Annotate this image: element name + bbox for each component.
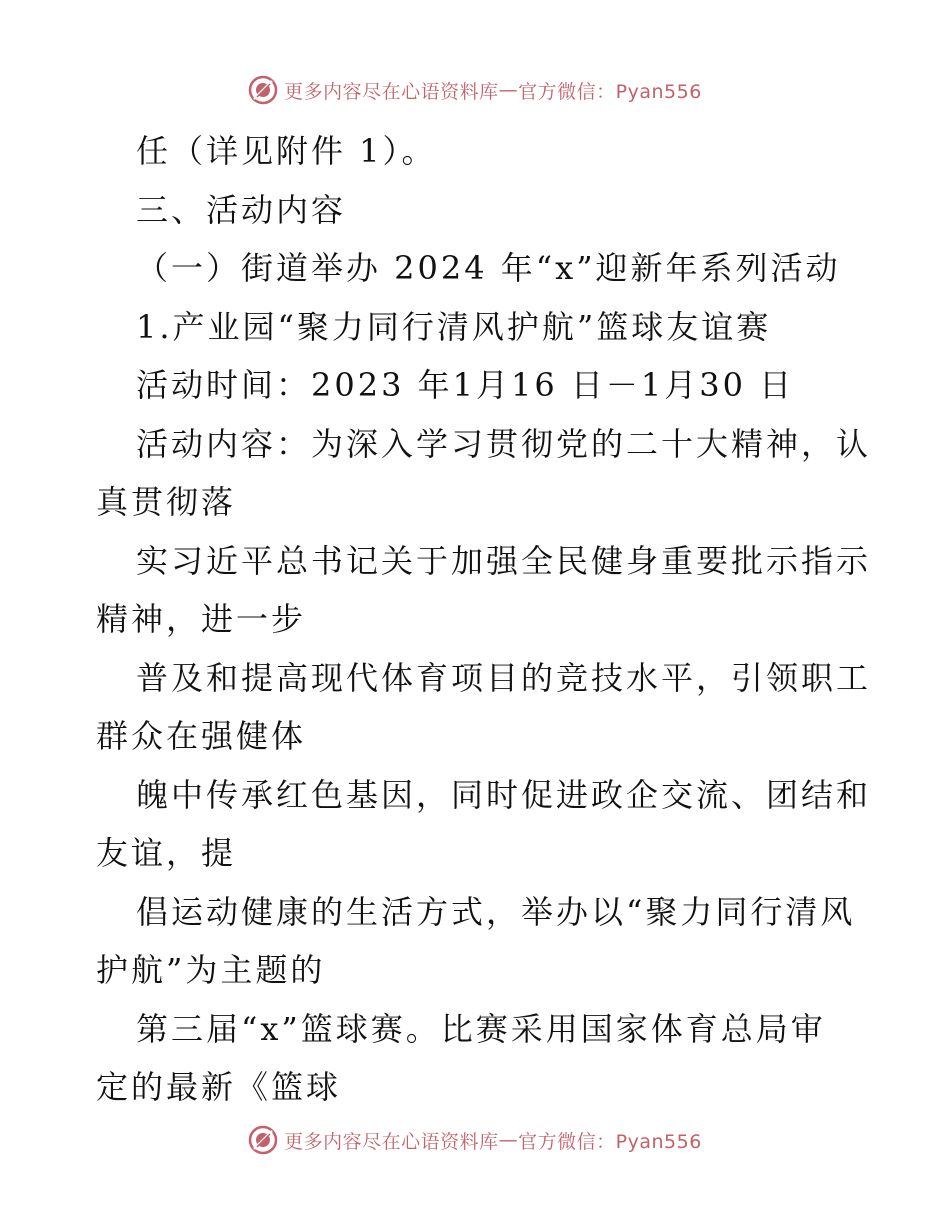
logo-icon bbox=[248, 75, 278, 105]
document-body bbox=[96, 122, 872, 1117]
banner-wechat: 官方微信：Pyan556 bbox=[518, 1130, 702, 1153]
body-line: 护航”为主题的 bbox=[96, 951, 326, 989]
body-line: 活动内容：为深入学习贯彻党的二十大精神，认 bbox=[136, 424, 872, 463]
body-line: 实习近平总书记关于加强全民健身重要批示指示 bbox=[136, 541, 872, 580]
body-line: 友谊，提 bbox=[96, 834, 237, 872]
body-line: 群众在强健体 bbox=[96, 717, 307, 755]
body-line: 精神，进一步 bbox=[96, 600, 307, 638]
body-line: 任（详见附件 1）。 bbox=[136, 132, 437, 170]
banner-separator: — bbox=[498, 1129, 519, 1151]
banner-wechat: 官方微信：Pyan556 bbox=[518, 80, 702, 103]
item-heading: 1.产业园“聚力同行清风护航”篮球友谊赛 bbox=[136, 307, 772, 346]
footer-watermark bbox=[0, 1122, 950, 1158]
body-line: 真贯彻落 bbox=[96, 483, 237, 521]
banner-separator: — bbox=[498, 79, 519, 101]
activity-time: 活动时间：2023 年1月16 日－1月30 日 bbox=[136, 366, 795, 404]
section-heading: 三、活动内容 bbox=[136, 190, 347, 229]
header-watermark bbox=[0, 72, 950, 108]
banner-text: 更多内容尽在心语资料库 bbox=[284, 80, 499, 103]
body-line: 倡运动健康的生活方式，举办以“聚力同行清风 bbox=[136, 892, 856, 931]
subsection-heading: （一）街道举办 2024 年“x”迎新年系列活动 bbox=[136, 249, 841, 287]
body-line: 普及和提高现代体育项目的竞技水平，引领职工 bbox=[136, 658, 872, 697]
body-line: 魄中传承红色基因，同时促进政企交流、团结和 bbox=[136, 775, 872, 814]
banner-text: 更多内容尽在心语资料库 bbox=[284, 1130, 499, 1153]
body-line: 定的最新《篮球 bbox=[96, 1068, 342, 1106]
body-line: 第三届“x”篮球赛。比赛采用国家体育总局审 bbox=[136, 1009, 826, 1048]
logo-icon bbox=[248, 1125, 278, 1155]
